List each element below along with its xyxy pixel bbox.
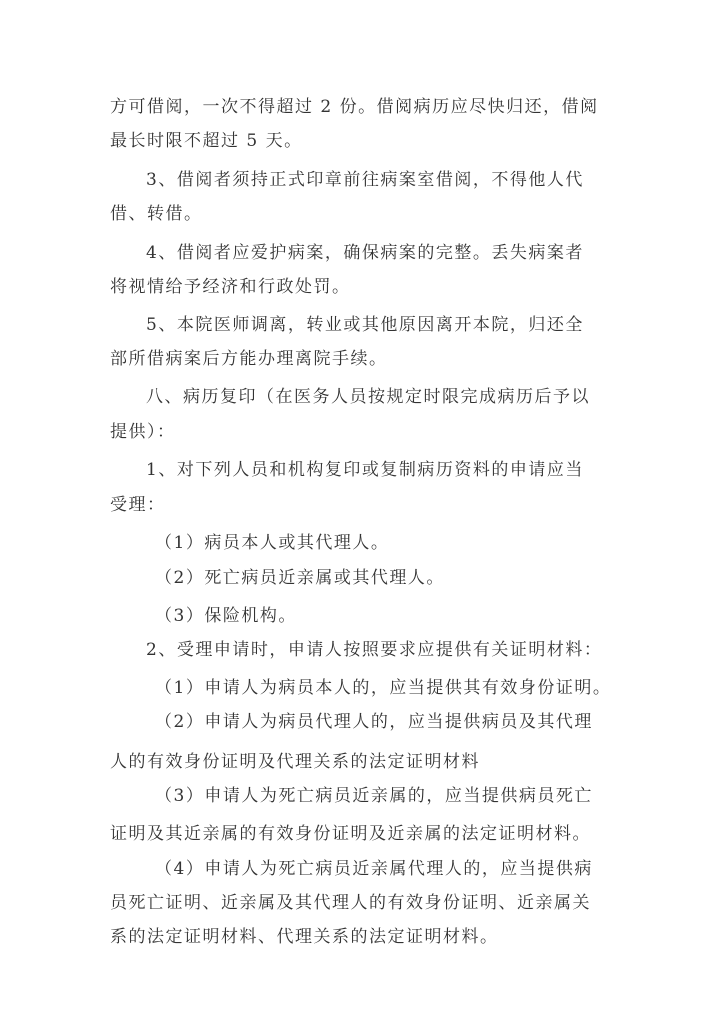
text-line: （3）保险机构。: [155, 606, 297, 626]
text-line: 人的有效身份证明及代理关系的法定证明材料: [110, 752, 480, 772]
text-line: 借、转借。: [110, 204, 203, 224]
text-line: 3、借阅者须持正式印章前往病案室借阅，不得他人代: [146, 170, 584, 190]
text-line: 证明及其近亲属的有效身份证明及近亲属的法定证明材料。: [110, 824, 591, 844]
text-line: 2、受理申请时，申请人按照要求应提供有关证明材料：: [146, 640, 603, 660]
text-line: 部所借病案后方能办理离院手续。: [110, 349, 388, 369]
text-line: 1、对下列人员和机构复印或复制病历资料的申请应当: [146, 460, 584, 480]
text-line: 受理：: [110, 495, 166, 515]
text-line: 系的法定证明材料、代理关系的法定证明材料。: [110, 927, 499, 947]
text-line: 八、病历复印（在医务人员按规定时限完成病历后予以: [146, 387, 590, 407]
text-line: （2）死亡病员近亲属或其代理人。: [155, 568, 445, 588]
text-line: 提供）：: [110, 422, 176, 442]
text-line: 最长时限不超过 5 天。: [110, 131, 303, 151]
text-line: 将视情给予经济和行政处罚。: [110, 277, 351, 297]
text-line: （2）申请人为病员代理人的，应当提供病员及其代理: [155, 712, 593, 732]
text-line: （1）申请人为病员本人的，应当提供其有效身份证明。: [155, 678, 612, 698]
text-line: 员死亡证明、近亲属及其代理人的有效身份证明、近亲属关: [110, 893, 591, 913]
text-line: 5、本院医师调离，转业或其他原因离开本院，归还全: [146, 315, 584, 335]
text-line: （4）申请人为死亡病员近亲属代理人的，应当提供病: [155, 859, 593, 879]
text-line: 4、借阅者应爱护病案，确保病案的完整。丢失病案者: [146, 243, 584, 263]
text-line: （1）病员本人或其代理人。: [155, 533, 390, 553]
text-line: 方可借阅，一次不得超过 2 份。借阅病历应尽快归还，借阅: [110, 97, 599, 117]
text-line: （3）申请人为死亡病员近亲属的，应当提供病员死亡: [155, 786, 593, 806]
